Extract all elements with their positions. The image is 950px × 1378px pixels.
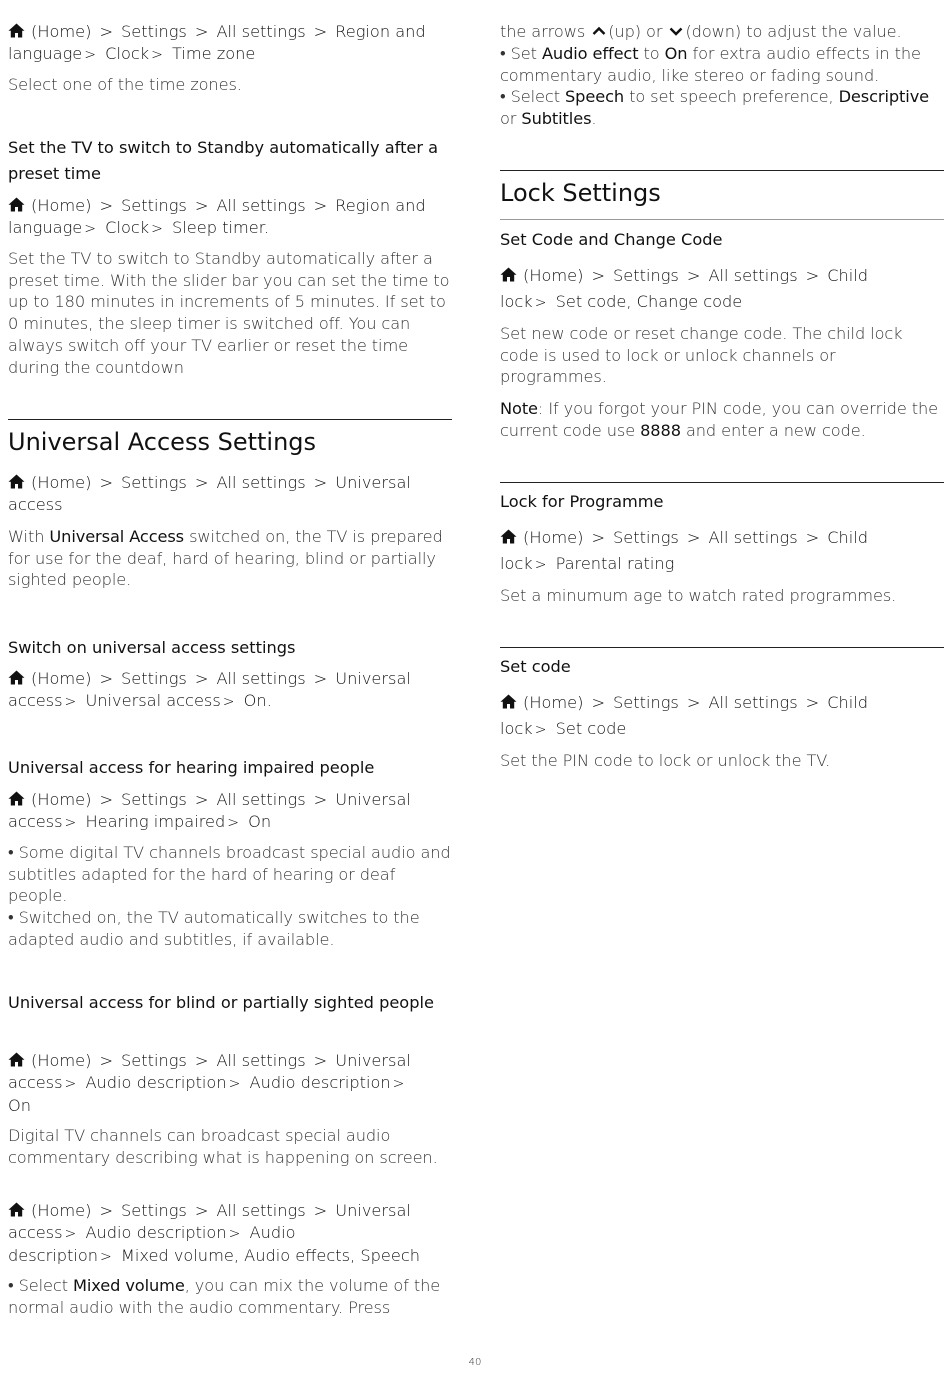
- chevron-down-icon: [669, 25, 683, 37]
- home-icon: [8, 1202, 25, 1217]
- home-icon: [8, 474, 25, 489]
- section-divider: [8, 419, 452, 420]
- breadcrumb-audio-options: (Home) > Settings > All settings > Universal access > Audio description > Audio description > Mixed volume, Audio effects, Speech: [8, 1201, 420, 1266]
- time-zone-text: Select one of the time zones.: [8, 75, 242, 94]
- arrows-text: the arrows (up) or (down) to adjust the value.: [500, 22, 902, 41]
- breadcrumb-time-zone: (Home) > Settings > All settings > Region and language > Clock > Time zone: [8, 22, 426, 63]
- home-icon: [500, 529, 517, 544]
- lock-programme-subheading: Lock for Programme: [500, 492, 664, 511]
- breadcrumb-hearing-impaired: (Home) > Settings > All settings > Universal access > Hearing impaired > On: [8, 790, 411, 831]
- breadcrumb-sleep-timer: (Home) > Settings > All settings > Region and language > Clock > Sleep timer.: [8, 196, 426, 237]
- pin-note: Note: If you forgot your PIN code, you can override the current code use 8888 and enter a new code.: [500, 399, 938, 440]
- sleep-timer-subheading: Set the TV to switch to Standby automatically after a preset time: [8, 138, 439, 183]
- breadcrumb-set-code: (Home) > Settings > All settings > Child lock > Set code, Change code: [500, 266, 869, 311]
- home-icon: [500, 267, 517, 282]
- breadcrumb-parental-rating: (Home) > Settings > All settings > Child lock > Parental rating: [500, 528, 869, 573]
- switch-on-subheading: Switch on universal access settings: [8, 638, 296, 657]
- breadcrumb-audio-description: (Home) > Settings > All settings > Universal access > Audio description > Audio description > On: [8, 1051, 411, 1116]
- set-pin-text: Set the PIN code to lock or unlock the TV.: [500, 751, 831, 770]
- universal-access-heading: Universal Access Settings: [8, 428, 317, 456]
- lock-settings-heading: Lock Settings: [500, 179, 661, 207]
- audio-description-text: Digital TV channels can broadcast special audio commentary describing what is happening on screen.: [8, 1126, 438, 1167]
- breadcrumb-universal-access: (Home) > Settings > All settings > Universal access: [8, 473, 411, 514]
- set-code-subheading: Set Code and Change Code: [500, 230, 723, 249]
- home-icon: [8, 1052, 25, 1067]
- breadcrumb-set-pin: (Home) > Settings > All settings > Child lock > Set code: [500, 693, 869, 738]
- section-divider: [500, 647, 944, 648]
- hearing-impaired-bullet-2: • Switched on, the TV automatically switches to the adapted audio and subtitles, if available.: [8, 908, 420, 949]
- audio-effect-bullet: • Set Audio effect to On for extra audio effects in the commentary audio, like stereo or fading sound.: [500, 44, 921, 85]
- breadcrumb-switch-on: (Home) > Settings > All settings > Universal access > Universal access > On.: [8, 669, 411, 710]
- mixed-volume-text: • Select Mixed volume, you can mix the volume of the normal audio with the audio commentary. Press: [8, 1276, 441, 1317]
- hearing-impaired-bullet-1: • Some digital TV channels broadcast special audio and subtitles adapted for the hard of hearing or deaf people.: [8, 843, 451, 906]
- universal-access-intro: With Universal Access switched on, the TV is prepared for use for the deaf, hard of hearing, blind or partially sighted people.: [8, 527, 443, 590]
- home-icon: [8, 23, 25, 38]
- home-icon: [500, 694, 517, 709]
- section-divider: [500, 170, 944, 171]
- set-code-text: Set new code or reset change code. The child lock code is used to lock or unlock channels or programmes.: [500, 324, 903, 387]
- home-icon: [8, 197, 25, 212]
- home-icon: [8, 670, 25, 685]
- home-icon: [8, 791, 25, 806]
- sleep-timer-text: Set the TV to switch to Standby automatically after a preset time. With the slider bar you can set the time to up to 180 minutes in increments of 5 minutes. If set to 0 minutes, the sleep timer is switched off. You can always switch off your TV earlier or reset the time during the countdown: [8, 249, 450, 377]
- set-pin-subheading: Set code: [500, 657, 571, 676]
- speech-bullet: • Select Speech to set speech preference, Descriptive or Subtitles.: [500, 87, 930, 128]
- page-number: 40: [468, 1357, 482, 1368]
- chevron-up-icon: [592, 25, 606, 37]
- section-divider: [500, 219, 944, 220]
- section-divider: [500, 482, 944, 483]
- parental-rating-text: Set a minumum age to watch rated programmes.: [500, 586, 897, 605]
- blind-subheading: Universal access for blind or partially sighted people: [8, 993, 434, 1012]
- hearing-impaired-subheading: Universal access for hearing impaired people: [8, 758, 375, 777]
